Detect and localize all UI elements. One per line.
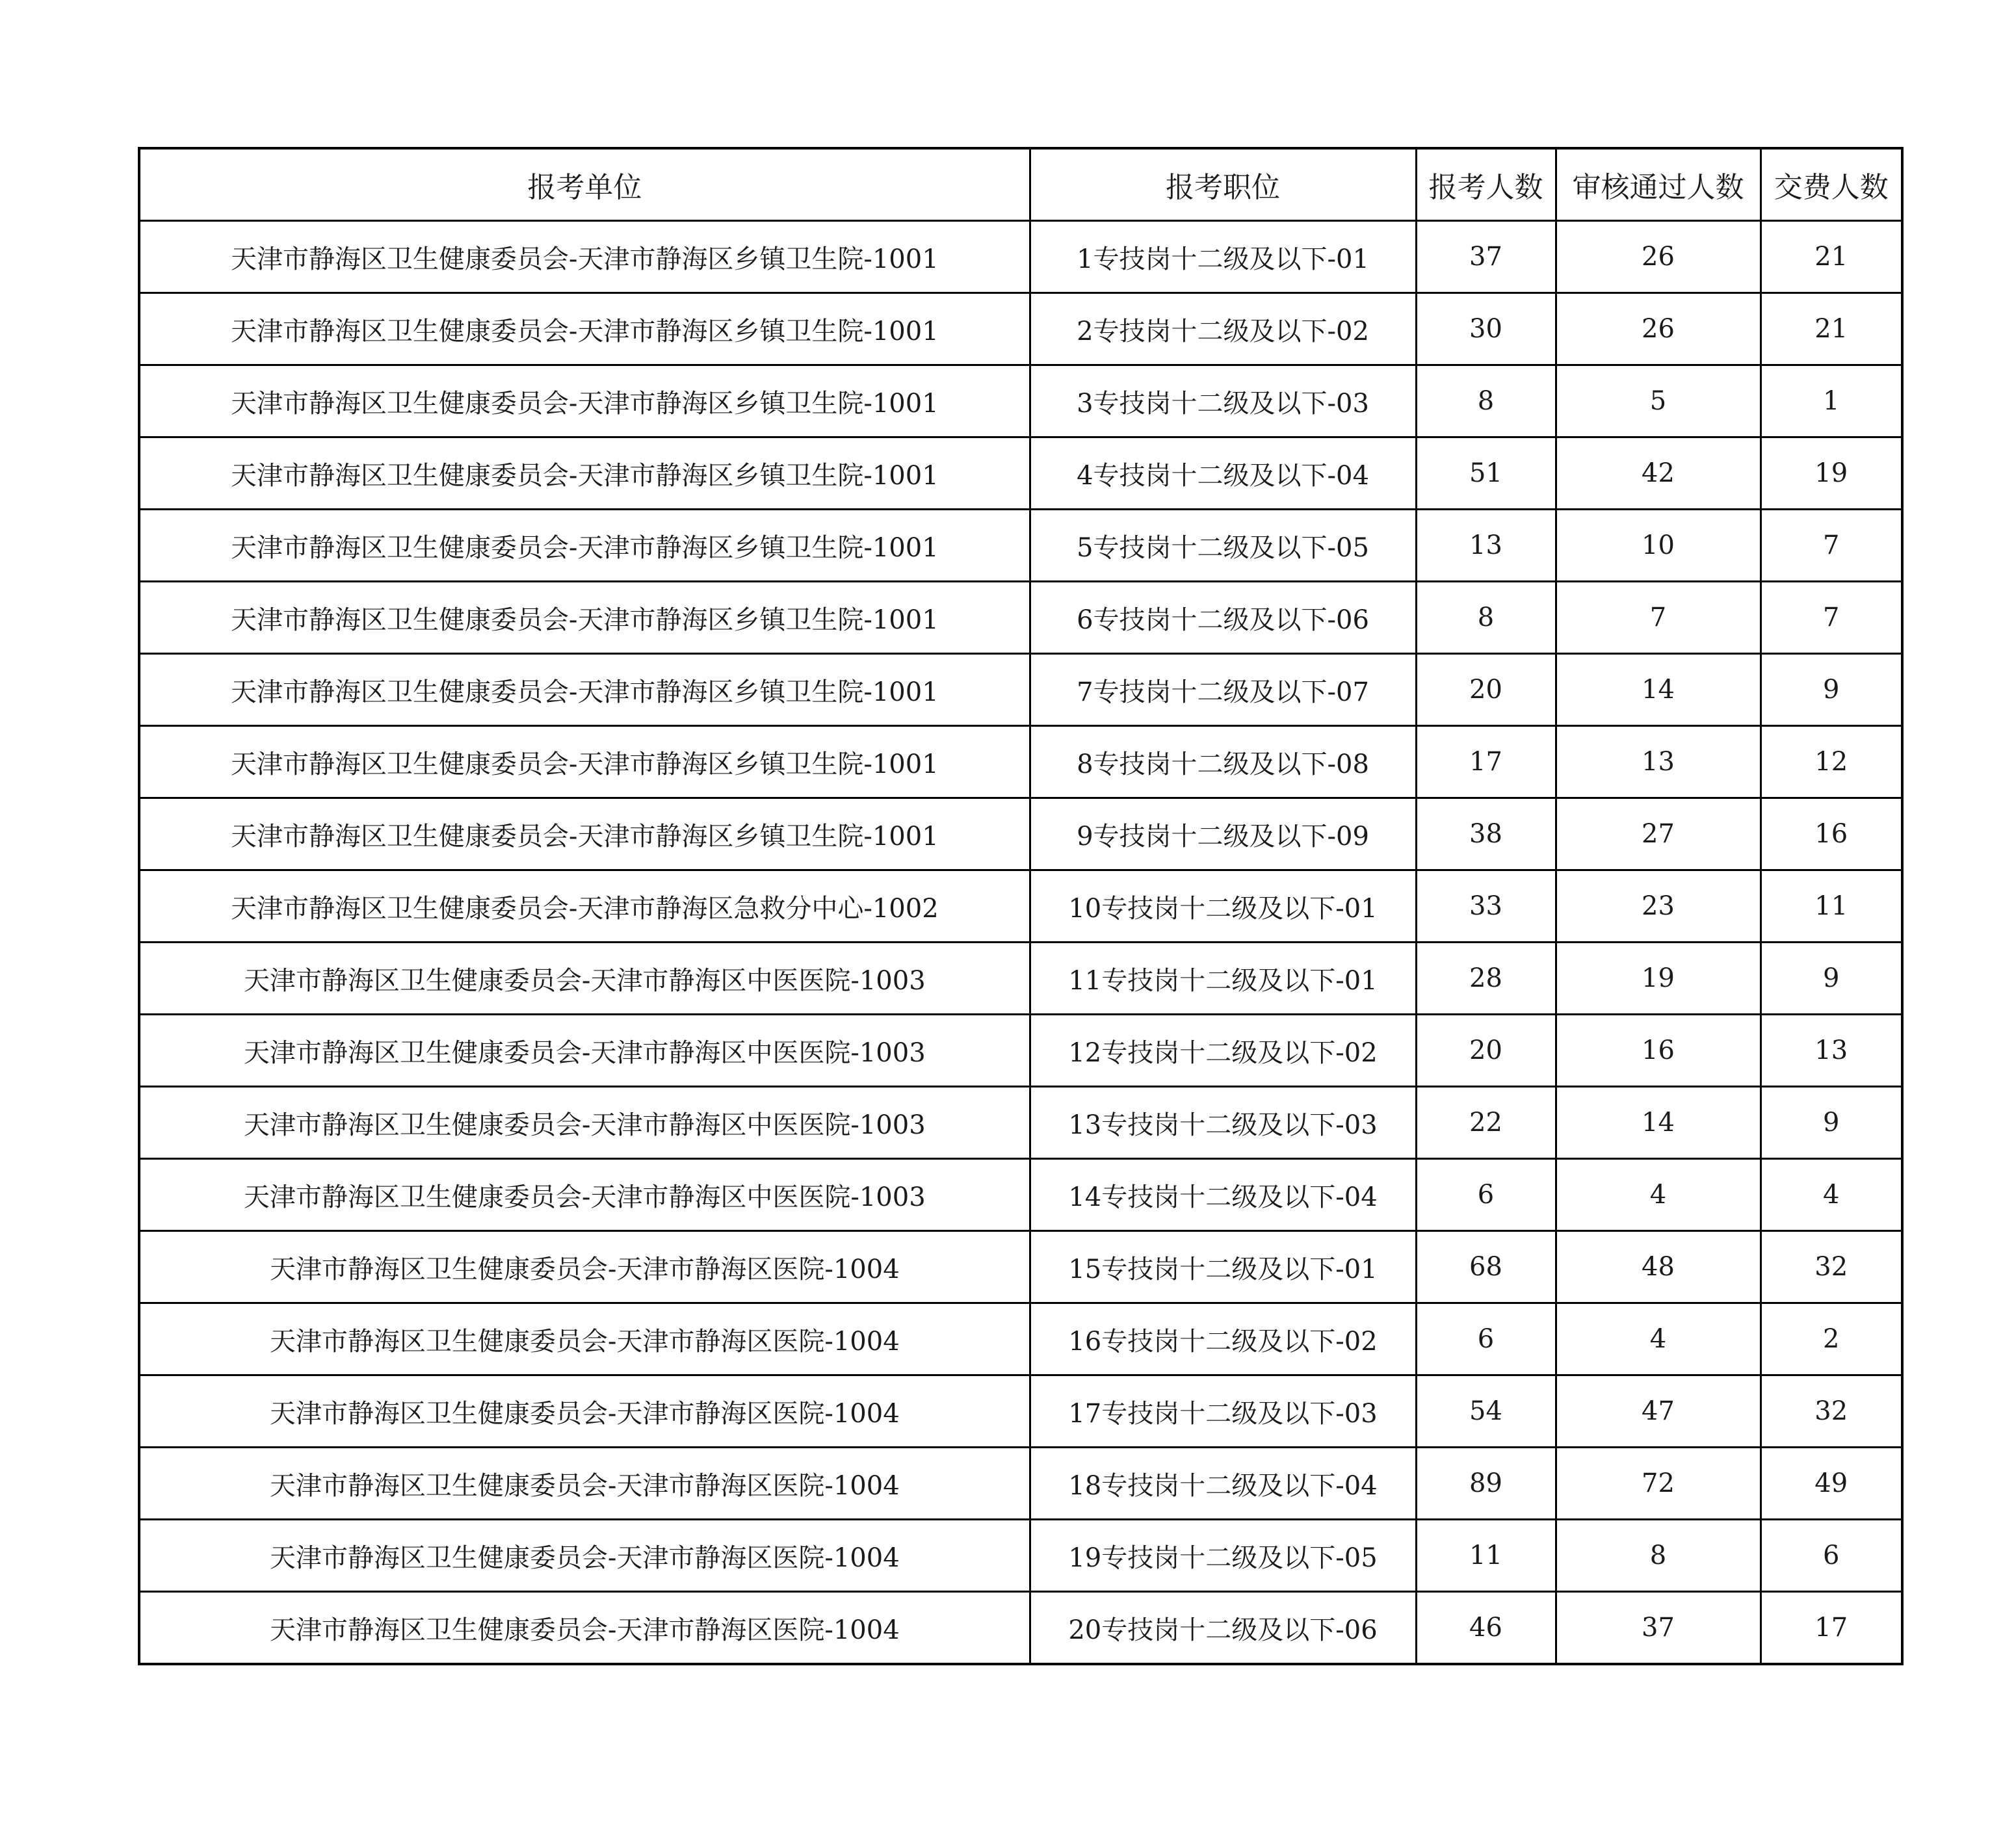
cell-approved: 5 [1556, 365, 1761, 437]
header-row [139, 148, 1902, 221]
cell-applicants: 37 [1416, 221, 1556, 293]
cell-approved: 48 [1556, 1231, 1761, 1303]
cell-approved: 26 [1556, 221, 1761, 293]
cell-paid: 7 [1761, 510, 1902, 582]
cell-unit: 天津市静海区卫生健康委员会-天津市静海区医院-1004 [139, 1592, 1030, 1665]
cell-position: 7专技岗十二级及以下-07 [1030, 654, 1416, 726]
table-row [139, 1592, 1902, 1665]
cell-unit: 天津市静海区卫生健康委员会-天津市静海区乡镇卫生院-1001 [139, 582, 1030, 654]
cell-applicants: 33 [1416, 870, 1556, 943]
cell-unit: 天津市静海区卫生健康委员会-天津市静海区急救分中心-1002 [139, 870, 1030, 943]
cell-unit: 天津市静海区卫生健康委员会-天津市静海区医院-1004 [139, 1520, 1030, 1592]
cell-unit: 天津市静海区卫生健康委员会-天津市静海区医院-1004 [139, 1303, 1030, 1375]
cell-unit: 天津市静海区卫生健康委员会-天津市静海区乡镇卫生院-1001 [139, 365, 1030, 437]
cell-applicants: 8 [1416, 365, 1556, 437]
cell-position: 14专技岗十二级及以下-04 [1030, 1159, 1416, 1231]
header-unit: 报考单位 [139, 148, 1030, 221]
cell-paid: 32 [1761, 1231, 1902, 1303]
table-row [139, 1231, 1902, 1303]
table-row [139, 1087, 1902, 1159]
cell-paid: 21 [1761, 221, 1902, 293]
cell-approved: 42 [1556, 437, 1761, 510]
cell-applicants: 6 [1416, 1159, 1556, 1231]
cell-unit: 天津市静海区卫生健康委员会-天津市静海区中医医院-1003 [139, 1015, 1030, 1087]
cell-position: 6专技岗十二级及以下-06 [1030, 582, 1416, 654]
cell-unit: 天津市静海区卫生健康委员会-天津市静海区乡镇卫生院-1001 [139, 726, 1030, 798]
cell-position: 12专技岗十二级及以下-02 [1030, 1015, 1416, 1087]
cell-applicants: 51 [1416, 437, 1556, 510]
cell-position: 15专技岗十二级及以下-01 [1030, 1231, 1416, 1303]
cell-applicants: 8 [1416, 582, 1556, 654]
table-row [139, 1520, 1902, 1592]
cell-applicants: 54 [1416, 1375, 1556, 1448]
header-approved: 审核通过人数 [1556, 148, 1761, 221]
cell-applicants: 17 [1416, 726, 1556, 798]
table-row [139, 1375, 1902, 1448]
table-row [139, 1448, 1902, 1520]
cell-applicants: 68 [1416, 1231, 1556, 1303]
cell-position: 18专技岗十二级及以下-04 [1030, 1448, 1416, 1520]
cell-applicants: 38 [1416, 798, 1556, 870]
table-row [139, 221, 1902, 293]
cell-paid: 11 [1761, 870, 1902, 943]
cell-approved: 4 [1556, 1303, 1761, 1375]
table-row [139, 943, 1902, 1015]
cell-paid: 9 [1761, 654, 1902, 726]
cell-position: 8专技岗十二级及以下-08 [1030, 726, 1416, 798]
cell-unit: 天津市静海区卫生健康委员会-天津市静海区中医医院-1003 [139, 943, 1030, 1015]
cell-position: 9专技岗十二级及以下-09 [1030, 798, 1416, 870]
cell-applicants: 20 [1416, 654, 1556, 726]
table-row [139, 437, 1902, 510]
table-header [139, 148, 1902, 221]
cell-unit: 天津市静海区卫生健康委员会-天津市静海区乡镇卫生院-1001 [139, 437, 1030, 510]
cell-paid: 21 [1761, 293, 1902, 365]
cell-unit: 天津市静海区卫生健康委员会-天津市静海区医院-1004 [139, 1375, 1030, 1448]
cell-paid: 19 [1761, 437, 1902, 510]
cell-approved: 72 [1556, 1448, 1761, 1520]
cell-approved: 7 [1556, 582, 1761, 654]
cell-unit: 天津市静海区卫生健康委员会-天津市静海区乡镇卫生院-1001 [139, 798, 1030, 870]
cell-approved: 47 [1556, 1375, 1761, 1448]
cell-position: 16专技岗十二级及以下-02 [1030, 1303, 1416, 1375]
cell-approved: 4 [1556, 1159, 1761, 1231]
table-row [139, 365, 1902, 437]
header-paid: 交费人数 [1761, 148, 1902, 221]
cell-unit: 天津市静海区卫生健康委员会-天津市静海区中医医院-1003 [139, 1087, 1030, 1159]
cell-unit: 天津市静海区卫生健康委员会-天津市静海区乡镇卫生院-1001 [139, 293, 1030, 365]
cell-paid: 32 [1761, 1375, 1902, 1448]
cell-approved: 10 [1556, 510, 1761, 582]
table-row [139, 1303, 1902, 1375]
cell-approved: 14 [1556, 1087, 1761, 1159]
cell-position: 5专技岗十二级及以下-05 [1030, 510, 1416, 582]
table-body [139, 221, 1902, 1665]
cell-approved: 16 [1556, 1015, 1761, 1087]
cell-position: 4专技岗十二级及以下-04 [1030, 437, 1416, 510]
cell-applicants: 46 [1416, 1592, 1556, 1665]
registration-stats-table [138, 147, 1904, 1665]
cell-position: 20专技岗十二级及以下-06 [1030, 1592, 1416, 1665]
cell-approved: 13 [1556, 726, 1761, 798]
table-row [139, 510, 1902, 582]
header-position: 报考职位 [1030, 148, 1416, 221]
cell-applicants: 6 [1416, 1303, 1556, 1375]
cell-paid: 9 [1761, 1087, 1902, 1159]
cell-applicants: 28 [1416, 943, 1556, 1015]
cell-approved: 14 [1556, 654, 1761, 726]
table-row [139, 582, 1902, 654]
cell-unit: 天津市静海区卫生健康委员会-天津市静海区乡镇卫生院-1001 [139, 654, 1030, 726]
cell-applicants: 89 [1416, 1448, 1556, 1520]
cell-applicants: 11 [1416, 1520, 1556, 1592]
cell-unit: 天津市静海区卫生健康委员会-天津市静海区乡镇卫生院-1001 [139, 510, 1030, 582]
cell-paid: 49 [1761, 1448, 1902, 1520]
table-row [139, 726, 1902, 798]
cell-paid: 9 [1761, 943, 1902, 1015]
cell-approved: 27 [1556, 798, 1761, 870]
table-row [139, 1159, 1902, 1231]
cell-paid: 6 [1761, 1520, 1902, 1592]
cell-applicants: 20 [1416, 1015, 1556, 1087]
table-row [139, 870, 1902, 943]
table-row [139, 798, 1902, 870]
cell-paid: 12 [1761, 726, 1902, 798]
cell-unit: 天津市静海区卫生健康委员会-天津市静海区中医医院-1003 [139, 1159, 1030, 1231]
cell-unit: 天津市静海区卫生健康委员会-天津市静海区乡镇卫生院-1001 [139, 221, 1030, 293]
cell-position: 3专技岗十二级及以下-03 [1030, 365, 1416, 437]
cell-paid: 1 [1761, 365, 1902, 437]
cell-paid: 4 [1761, 1159, 1902, 1231]
cell-paid: 2 [1761, 1303, 1902, 1375]
cell-paid: 13 [1761, 1015, 1902, 1087]
cell-applicants: 30 [1416, 293, 1556, 365]
cell-unit: 天津市静海区卫生健康委员会-天津市静海区医院-1004 [139, 1448, 1030, 1520]
table-row [139, 293, 1902, 365]
cell-position: 2专技岗十二级及以下-02 [1030, 293, 1416, 365]
cell-unit: 天津市静海区卫生健康委员会-天津市静海区医院-1004 [139, 1231, 1030, 1303]
cell-approved: 26 [1556, 293, 1761, 365]
header-applicants: 报考人数 [1416, 148, 1556, 221]
cell-paid: 7 [1761, 582, 1902, 654]
cell-position: 13专技岗十二级及以下-03 [1030, 1087, 1416, 1159]
cell-position: 1专技岗十二级及以下-01 [1030, 221, 1416, 293]
cell-applicants: 22 [1416, 1087, 1556, 1159]
cell-position: 11专技岗十二级及以下-01 [1030, 943, 1416, 1015]
cell-position: 19专技岗十二级及以下-05 [1030, 1520, 1416, 1592]
cell-position: 10专技岗十二级及以下-01 [1030, 870, 1416, 943]
cell-approved: 19 [1556, 943, 1761, 1015]
cell-paid: 16 [1761, 798, 1902, 870]
cell-paid: 17 [1761, 1592, 1902, 1665]
cell-approved: 37 [1556, 1592, 1761, 1665]
table-row [139, 1015, 1902, 1087]
table-row [139, 654, 1902, 726]
cell-position: 17专技岗十二级及以下-03 [1030, 1375, 1416, 1448]
cell-applicants: 13 [1416, 510, 1556, 582]
cell-approved: 23 [1556, 870, 1761, 943]
cell-approved: 8 [1556, 1520, 1761, 1592]
